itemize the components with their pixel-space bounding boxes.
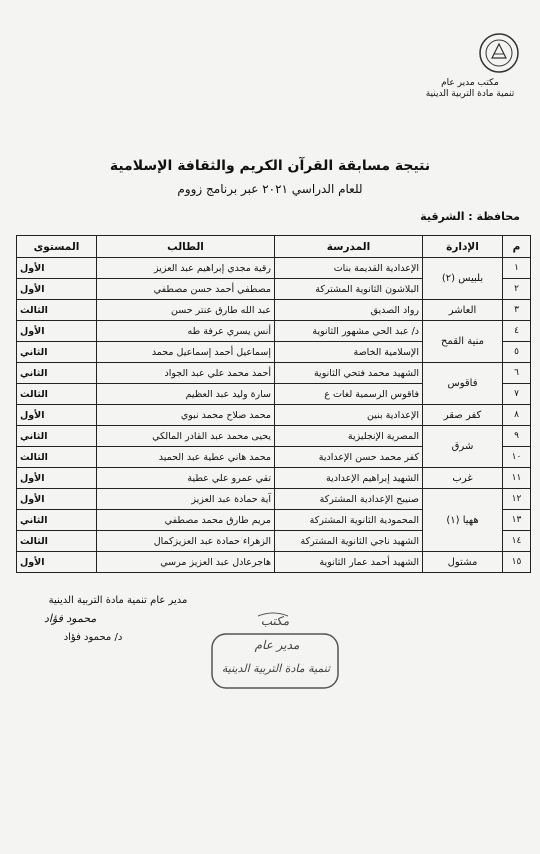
level-cell: الثاني xyxy=(17,426,97,447)
director-title: مدير عام تنمية مادة التربية الدينية xyxy=(48,595,188,606)
student-cell: إسماعيل أحمد إسماعيل محمد xyxy=(97,342,275,363)
header-num: م xyxy=(503,236,531,258)
header-administration: الإدارة xyxy=(423,236,503,258)
header-school: المدرسة xyxy=(275,236,423,258)
office-line1: مكتب مدير عام xyxy=(441,78,499,88)
administration-cell: غرب xyxy=(423,468,503,489)
school-cell: المحمودية الثانوية المشتركة xyxy=(275,510,423,531)
school-cell: د/ عبد الحي مشهور الثانوية xyxy=(275,321,423,342)
row-number: ٧ xyxy=(503,384,531,405)
row-number: ١١ xyxy=(503,468,531,489)
table-row xyxy=(17,552,531,573)
governorate-label: محافظة : الشرقية xyxy=(420,210,520,223)
student-cell: أحمد محمد علي عبد الجواد xyxy=(97,363,275,384)
level-cell: الأول xyxy=(17,489,97,510)
level-cell: الأول xyxy=(17,405,97,426)
row-number: ٣ xyxy=(503,300,531,321)
table-row xyxy=(17,321,531,342)
level-cell: الثاني xyxy=(17,510,97,531)
student-cell: هاجرعادل عبد العزيز مرسي xyxy=(97,552,275,573)
student-cell: مريم طارق محمد مصطفي xyxy=(97,510,275,531)
level-cell: الثالث xyxy=(17,384,97,405)
student-cell: يحيى محمد عبد القادر المالكي xyxy=(97,426,275,447)
row-number: ٦ xyxy=(503,363,531,384)
level-cell: الأول xyxy=(17,321,97,342)
row-number: ٨ xyxy=(503,405,531,426)
header-level: المستوى xyxy=(17,236,97,258)
school-cell: الإسلامية الخاصة xyxy=(275,342,423,363)
school-cell: الشهيد إبراهيم الإعدادية xyxy=(275,468,423,489)
school-cell: رواد الصديق xyxy=(275,300,423,321)
school-cell: البلاشون الثانوية المشتركة xyxy=(275,279,423,300)
table-header-row xyxy=(17,236,531,258)
stamp-line1: مكتب xyxy=(260,614,290,628)
school-cell: فاقوس الرسمية لغات ع xyxy=(275,384,423,405)
row-number: ١٤ xyxy=(503,531,531,552)
school-cell: صنيبح الإعدادية المشتركة xyxy=(275,489,423,510)
office-header xyxy=(410,78,530,100)
ministry-emblem-icon xyxy=(478,32,520,74)
row-number: ١٠ xyxy=(503,447,531,468)
school-cell: المصرية الإنجليزية xyxy=(275,426,423,447)
student-cell: مصطفي أحمد حسن مصطفي xyxy=(97,279,275,300)
student-cell: محمد هاني عطية عبد الحميد xyxy=(97,447,275,468)
administration-cell: بلبيس (٢) xyxy=(423,258,503,300)
administration-cell: فاقوس xyxy=(423,363,503,405)
table-row xyxy=(17,468,531,489)
stamp-line2: مدير عام xyxy=(254,638,300,652)
table-row xyxy=(17,363,531,384)
office-line2: تنمية مادة التربية الدينية xyxy=(425,89,515,99)
school-cell: الشهيد ناجي الثانوية المشتركة xyxy=(275,531,423,552)
row-number: ٢ xyxy=(503,279,531,300)
student-cell: أنس يسري عرفة طه xyxy=(97,321,275,342)
school-cell: الشهيد أحمد عمار الثانوية xyxy=(275,552,423,573)
student-cell: عبد الله طارق عنتر حسن xyxy=(97,300,275,321)
row-number: ٤ xyxy=(503,321,531,342)
stamp-line3: تنمية مادة التربية الدينية xyxy=(221,662,331,675)
student-cell: آية حمادة عبد العزيز xyxy=(97,489,275,510)
page-title: نتيجة مسابقة القرآن الكريم والثقافة الإسلامية xyxy=(109,158,431,174)
table-row xyxy=(17,405,531,426)
level-cell: الثالث xyxy=(17,531,97,552)
row-number: ٩ xyxy=(503,426,531,447)
row-number: ٥ xyxy=(503,342,531,363)
student-cell: الزهراء حمادة عبد العزيزكمال xyxy=(97,531,275,552)
row-number: ١٣ xyxy=(503,510,531,531)
school-cell: الإعدادية بنين xyxy=(275,405,423,426)
level-cell: الثالث xyxy=(17,447,97,468)
level-cell: الأول xyxy=(17,258,97,279)
director-signature: محمود فؤاد xyxy=(44,612,97,625)
level-cell: الأول xyxy=(17,552,97,573)
director-name: د/ محمود فؤاد xyxy=(63,632,123,643)
student-cell: رقية مجدي إبراهيم عبد العزيز xyxy=(97,258,275,279)
row-number: ١٥ xyxy=(503,552,531,573)
level-cell: الأول xyxy=(17,279,97,300)
row-number: ١٢ xyxy=(503,489,531,510)
school-cell: كفر محمد حسن الإعدادية xyxy=(275,447,423,468)
level-cell: الثالث xyxy=(17,300,97,321)
level-cell: الثاني xyxy=(17,342,97,363)
row-number: ١ xyxy=(503,258,531,279)
table-row xyxy=(17,489,531,510)
table-row xyxy=(17,300,531,321)
administration-cell: منية القمح xyxy=(423,321,503,363)
administration-cell: ههيا (١) xyxy=(423,489,503,552)
student-cell: سارة وليد عبد العظيم xyxy=(97,384,275,405)
administration-cell: مشتول xyxy=(423,552,503,573)
student-cell: محمد صلاح محمد نبوي xyxy=(97,405,275,426)
header-student: الطالب xyxy=(97,236,275,258)
page-subtitle: للعام الدراسي ٢٠٢١ عبر برنامج زووم xyxy=(177,182,363,196)
student-cell: تقي عمرو علي عطية xyxy=(97,468,275,489)
school-cell: الإعدادية القديمة بنات xyxy=(275,258,423,279)
table-row xyxy=(17,258,531,279)
results-table xyxy=(16,235,531,573)
administration-cell: شرق xyxy=(423,426,503,468)
school-cell: الشهيد محمد فتحي الثانوية xyxy=(275,363,423,384)
administration-cell: كفر صقر xyxy=(423,405,503,426)
level-cell: الثاني xyxy=(17,363,97,384)
administration-cell: العاشر xyxy=(423,300,503,321)
level-cell: الأول xyxy=(17,468,97,489)
table-row xyxy=(17,426,531,447)
